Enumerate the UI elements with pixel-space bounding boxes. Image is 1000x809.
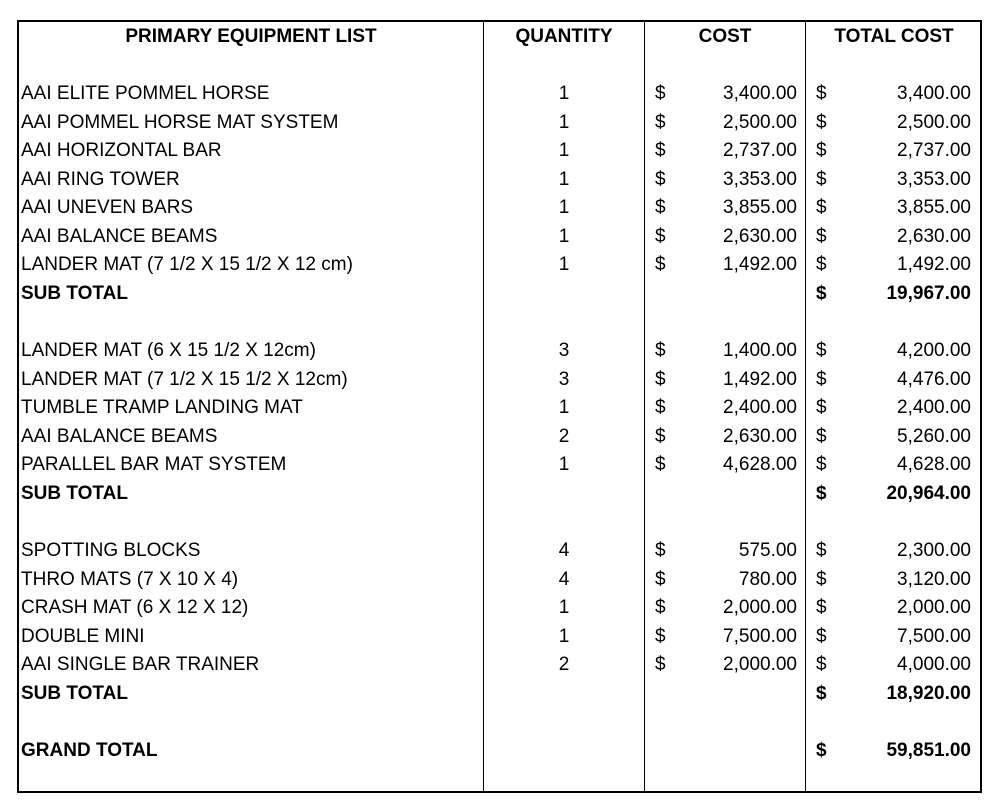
item-quantity: 2 [558,426,570,447]
item-quantity: 3 [558,369,570,390]
cost-currency-symbol: $ [655,569,666,590]
subtotal-value: 18,920.00 [886,683,971,704]
cost-currency-symbol: $ [655,112,666,133]
cost-currency-symbol: $ [655,369,666,390]
item-cost: 2,500.00 [723,112,797,133]
item-quantity: 1 [558,597,570,618]
total-currency-symbol: $ [816,397,827,418]
item-cost: 1,492.00 [723,254,797,275]
item-quantity: 1 [558,254,570,275]
item-total-cost: 2,500.00 [897,112,971,133]
item-quantity: 1 [558,626,570,647]
cost-currency-symbol: $ [655,83,666,104]
cost-currency-symbol: $ [655,426,666,447]
item-name: AAI HORIZONTAL BAR [21,140,222,161]
item-name: AAI BALANCE BEAMS [21,426,218,447]
column-divider-total [805,20,806,793]
cost-currency-symbol: $ [655,140,666,161]
item-total-cost: 4,476.00 [897,369,971,390]
item-cost: 2,000.00 [723,654,797,675]
total-currency-symbol: $ [816,169,827,190]
header-cost: COST [698,26,752,47]
item-name: DOUBLE MINI [21,626,145,647]
subtotal-value: 59,851.00 [886,740,971,761]
total-currency-symbol: $ [816,454,827,475]
item-name: LANDER MAT (7 1/2 X 15 1/2 X 12 cm) [21,254,353,275]
total-currency-symbol: $ [816,112,827,133]
item-total-cost: 4,200.00 [897,340,971,361]
item-quantity: 4 [558,540,570,561]
header-total-cost: TOTAL COST [834,26,954,47]
item-total-cost: 3,855.00 [897,197,971,218]
subtotal-label: SUB TOTAL [21,483,128,504]
cost-currency-symbol: $ [655,254,666,275]
item-total-cost: 3,353.00 [897,169,971,190]
item-quantity: 1 [558,169,570,190]
item-cost: 1,492.00 [723,369,797,390]
header-equipment-list: PRIMARY EQUIPMENT LIST [125,26,377,47]
item-total-cost: 2,300.00 [897,540,971,561]
item-name: LANDER MAT (6 X 15 1/2 X 12cm) [21,340,316,361]
total-currency-symbol: $ [816,369,827,390]
item-name: LANDER MAT (7 1/2 X 15 1/2 X 12cm) [21,369,348,390]
item-name: THRO MATS (7 X 10 X 4) [21,569,239,590]
item-name: PARALLEL BAR MAT SYSTEM [21,454,287,475]
item-quantity: 1 [558,83,570,104]
item-cost: 2,630.00 [723,426,797,447]
item-quantity: 1 [558,226,570,247]
cost-currency-symbol: $ [655,197,666,218]
item-cost: 7,500.00 [723,626,797,647]
total-currency-symbol: $ [816,197,827,218]
item-cost: 2,630.00 [723,226,797,247]
item-cost: 2,000.00 [723,597,797,618]
item-cost: 575.00 [738,540,797,561]
total-currency-symbol: $ [816,654,827,675]
total-currency-symbol: $ [816,283,827,304]
subtotal-value: 19,967.00 [886,283,971,304]
item-name: AAI RING TOWER [21,169,180,190]
subtotal-label: SUB TOTAL [21,283,128,304]
cost-currency-symbol: $ [655,654,666,675]
item-total-cost: 3,400.00 [897,83,971,104]
item-name: CRASH MAT (6 X 12 X 12) [21,597,249,618]
total-currency-symbol: $ [816,683,827,704]
total-currency-symbol: $ [816,540,827,561]
cost-currency-symbol: $ [655,226,666,247]
item-quantity: 2 [558,654,570,675]
total-currency-symbol: $ [816,83,827,104]
total-currency-symbol: $ [816,340,827,361]
cost-currency-symbol: $ [655,626,666,647]
cost-currency-symbol: $ [655,169,666,190]
item-total-cost: 2,400.00 [897,397,971,418]
item-name: AAI SINGLE BAR TRAINER [21,654,260,675]
total-currency-symbol: $ [816,597,827,618]
total-currency-symbol: $ [816,483,827,504]
item-cost: 780.00 [738,569,797,590]
total-currency-symbol: $ [816,254,827,275]
header-quantity: QUANTITY [515,26,613,47]
total-currency-symbol: $ [816,626,827,647]
total-currency-symbol: $ [816,226,827,247]
item-name: AAI POMMEL HORSE MAT SYSTEM [21,112,339,133]
item-quantity: 1 [558,197,570,218]
item-cost: 3,855.00 [723,197,797,218]
item-total-cost: 2,000.00 [897,597,971,618]
subtotal-value: 20,964.00 [886,483,971,504]
item-name: AAI ELITE POMMEL HORSE [21,83,270,104]
subtotal-label: GRAND TOTAL [21,740,158,761]
item-quantity: 4 [558,569,570,590]
item-total-cost: 4,628.00 [897,454,971,475]
item-cost: 4,628.00 [723,454,797,475]
item-cost: 2,737.00 [723,140,797,161]
item-total-cost: 2,737.00 [897,140,971,161]
cost-currency-symbol: $ [655,540,666,561]
item-total-cost: 7,500.00 [897,626,971,647]
item-quantity: 1 [558,454,570,475]
cost-currency-symbol: $ [655,597,666,618]
item-cost: 3,400.00 [723,83,797,104]
item-name: SPOTTING BLOCKS [21,540,201,561]
item-quantity: 3 [558,340,570,361]
item-quantity: 1 [558,397,570,418]
item-total-cost: 5,260.00 [897,426,971,447]
cost-currency-symbol: $ [655,340,666,361]
item-total-cost: 2,630.00 [897,226,971,247]
cost-currency-symbol: $ [655,454,666,475]
item-total-cost: 1,492.00 [897,254,971,275]
total-currency-symbol: $ [816,140,827,161]
item-quantity: 1 [558,112,570,133]
item-cost: 2,400.00 [723,397,797,418]
item-name: AAI BALANCE BEAMS [21,226,218,247]
item-quantity: 1 [558,140,570,161]
column-divider-cost [644,20,645,793]
total-currency-symbol: $ [816,426,827,447]
total-currency-symbol: $ [816,569,827,590]
total-currency-symbol: $ [816,740,827,761]
cost-currency-symbol: $ [655,397,666,418]
subtotal-label: SUB TOTAL [21,683,128,704]
item-total-cost: 4,000.00 [897,654,971,675]
item-total-cost: 3,120.00 [897,569,971,590]
item-name: AAI UNEVEN BARS [21,197,194,218]
item-cost: 1,400.00 [723,340,797,361]
item-name: TUMBLE TRAMP LANDING MAT [21,397,303,418]
item-cost: 3,353.00 [723,169,797,190]
